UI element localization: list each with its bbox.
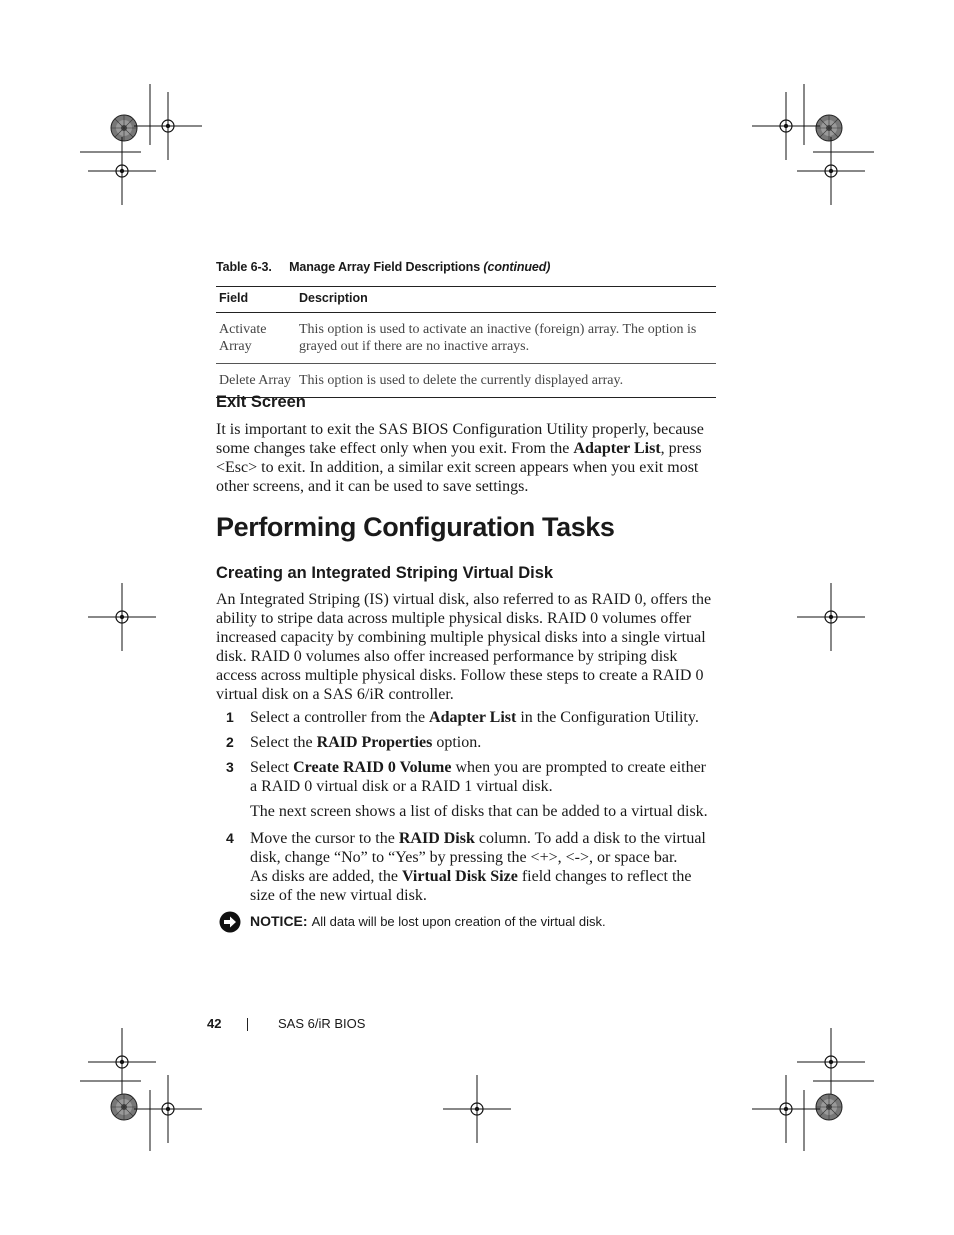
description-cell: This option is used to activate an inactive (foreign) array. The option is grayed out if there are no inactive arrays.	[296, 313, 716, 364]
step-text	[250, 733, 716, 752]
raid0-subheading: Creating an Integrated Striping Virtual Disk	[216, 564, 554, 582]
footer-divider	[247, 1018, 248, 1031]
step-term: Adapter List	[429, 709, 517, 726]
step-text-part: field changes to reflect the size of the new virtual disk.	[250, 868, 692, 904]
table-number: Table 6-3.	[216, 260, 272, 274]
step-term: Create RAID 0 Volume	[293, 759, 452, 776]
step-number: 2	[226, 734, 234, 750]
step-1	[216, 708, 716, 727]
table-title: Manage Array Field Descriptions	[289, 260, 481, 274]
step-text-part: Move the cursor to the	[250, 830, 399, 847]
notice-text	[250, 913, 606, 929]
step-2	[216, 733, 716, 752]
table-row	[216, 313, 716, 364]
notice-label: NOTICE:	[250, 913, 308, 929]
step-term: RAID Properties	[316, 734, 433, 751]
page-number: 42	[207, 1016, 222, 1031]
step-text-part: option.	[432, 734, 482, 751]
column-header-field: Field	[216, 287, 296, 313]
exit-text-part: , press <Esc> to exit. In addition, a similar exit screen appears when you exit most other screens, and it can be used to save settings.	[216, 440, 702, 495]
step-text-part: in the Configuration Utility.	[516, 709, 699, 726]
chapter-section-heading: Performing Configuration Tasks	[216, 512, 615, 542]
field-cell: Delete Array	[216, 364, 296, 398]
column-header-description: Description	[296, 287, 716, 313]
step-3	[216, 758, 716, 796]
step-term: RAID Disk	[398, 830, 475, 847]
step-number: 4	[226, 830, 234, 846]
step-3-note	[216, 802, 716, 821]
adapter-list-term: Adapter List	[573, 440, 661, 457]
step-term: Virtual Disk Size	[401, 868, 518, 885]
step-text	[250, 829, 716, 905]
step-text	[250, 708, 716, 727]
step-text-part: Select the	[250, 734, 317, 751]
step-4	[216, 829, 716, 905]
field-descriptions-table	[216, 286, 716, 398]
field-cell: Activate Array	[216, 313, 296, 364]
description-cell: This option is used to delete the currently displayed array.	[296, 364, 716, 398]
table-caption	[216, 260, 550, 274]
step-number: 1	[226, 709, 234, 725]
notice-arrow-icon	[219, 911, 241, 933]
footer-section-title: SAS 6/iR BIOS	[278, 1016, 366, 1031]
step-text-part: when you are prompted to create either a RAID 0 virtual disk or a RAID 1 virtual disk.	[250, 759, 707, 795]
exit-text-part: It is important to exit the SAS BIOS Configuration Utility properly, because some changes take effect only when you exit. From the	[216, 421, 704, 457]
step-number: 3	[226, 759, 234, 775]
step-text-part: Select a controller from the	[250, 709, 430, 726]
step-text-part: As disks are added, the	[250, 868, 402, 885]
step-text-part: column. To add a disk to the virtual disk, change “No” to “Yes” by pressing the <+>, <->, or space bar.	[250, 830, 706, 866]
raid0-intro-paragraph: An Integrated Striping (IS) virtual disk, also referred to as RAID 0, offers the ability to stripe data across multiple physical disks. RAID 0 volumes offer increased capacity by combining multiple physical disks into a single virtual disk. RAID 0 volumes also offer increased performance by striping disk access across multiple physical disks. Follow these steps to create a RAID 0 virtual disk on a SAS 6/iR controller.	[216, 591, 712, 703]
notice-message: All data will be lost upon creation of the virtual disk.	[311, 914, 606, 929]
step-note-text: The next screen shows a list of disks that can be added to a virtual disk.	[250, 803, 708, 820]
exit-screen-heading: Exit Screen	[216, 393, 306, 411]
table-continued: (continued)	[483, 260, 551, 274]
step-text-part: Select	[250, 759, 294, 776]
step-text	[250, 758, 716, 796]
table-header-row	[216, 287, 716, 313]
exit-screen-paragraph	[216, 420, 716, 496]
